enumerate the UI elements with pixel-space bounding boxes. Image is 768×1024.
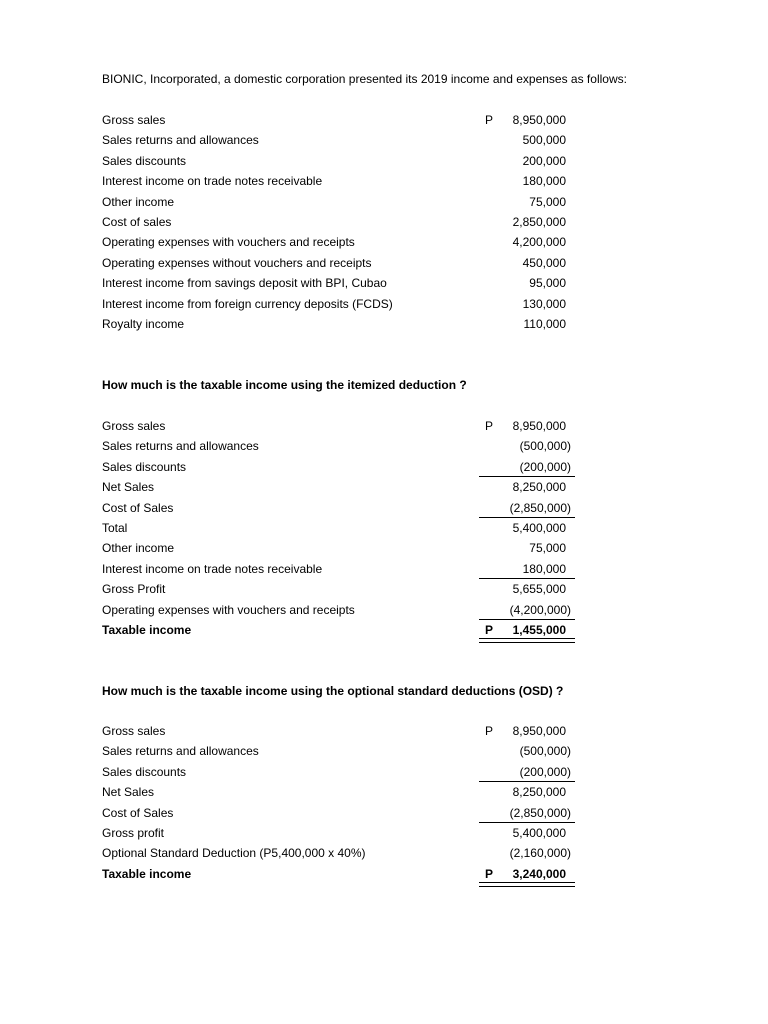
list-item bbox=[0, 110, 768, 130]
subtotal-rule bbox=[479, 476, 575, 477]
row-label: Other income bbox=[102, 541, 175, 556]
table-row bbox=[0, 823, 768, 843]
row-amount: 8,950,000 bbox=[512, 724, 566, 738]
row-amount: (200,000) bbox=[519, 764, 571, 779]
osd-computation bbox=[0, 721, 768, 884]
total-row bbox=[0, 620, 768, 640]
row-amount: 3,240,000 bbox=[512, 866, 566, 881]
row-label: Net Sales bbox=[102, 480, 155, 495]
peso-sign: P bbox=[485, 113, 494, 127]
item-amount: 500,000 bbox=[522, 133, 566, 148]
item-label: Sales returns and allowances bbox=[102, 133, 259, 148]
item-label: Operating expenses with vouchers and receipts bbox=[102, 235, 355, 250]
row-amount: 1,455,000 bbox=[512, 622, 566, 637]
row-amount: 5,400,000 bbox=[512, 520, 566, 535]
item-label: Interest income on trade notes receivable bbox=[102, 174, 323, 189]
row-label: Sales returns and allowances bbox=[102, 744, 259, 759]
item-amount: 110,000 bbox=[523, 316, 566, 331]
table-row bbox=[0, 416, 768, 436]
total-double-rule bbox=[479, 882, 575, 887]
itemized-computation bbox=[0, 416, 768, 640]
row-label: Sales returns and allowances bbox=[102, 439, 259, 454]
row-amount: (500,000) bbox=[519, 439, 571, 454]
list-item bbox=[0, 130, 768, 150]
row-label: Cost of Sales bbox=[102, 805, 174, 820]
given-data-list bbox=[0, 110, 768, 334]
item-label: Royalty income bbox=[102, 316, 185, 331]
table-row bbox=[0, 803, 768, 823]
total-row bbox=[0, 864, 768, 884]
row-label: Gross profit bbox=[102, 825, 165, 840]
list-item bbox=[0, 273, 768, 293]
row-label: Gross Profit bbox=[102, 582, 166, 597]
table-row bbox=[0, 579, 768, 599]
item-label: Sales discounts bbox=[102, 153, 187, 168]
peso-sign: P bbox=[485, 866, 494, 881]
peso-sign: P bbox=[485, 622, 494, 637]
table-row bbox=[0, 762, 768, 782]
row-label: Taxable income bbox=[102, 866, 192, 881]
row-amount: (500,000) bbox=[519, 744, 571, 759]
row-amount: (2,160,000) bbox=[509, 846, 571, 861]
row-label: Cost of Sales bbox=[102, 500, 174, 515]
row-label: Interest income on trade notes receivable bbox=[102, 561, 323, 576]
row-amount: 8,950,000 bbox=[512, 419, 566, 433]
row-label: Gross sales bbox=[102, 419, 166, 433]
subtotal-rule bbox=[479, 822, 575, 823]
row-amount: 8,250,000 bbox=[512, 785, 566, 800]
item-label: Operating expenses without vouchers and receipts bbox=[102, 255, 372, 270]
row-amount: (200,000) bbox=[519, 459, 571, 474]
list-item bbox=[0, 314, 768, 334]
row-label: Taxable income bbox=[102, 622, 192, 637]
row-amount: 75,000 bbox=[529, 541, 566, 556]
table-row bbox=[0, 600, 768, 620]
peso-sign: P bbox=[485, 724, 494, 738]
list-item bbox=[0, 151, 768, 171]
row-amount: 8,250,000 bbox=[512, 480, 566, 495]
table-row bbox=[0, 741, 768, 761]
item-label: Gross sales bbox=[102, 113, 166, 127]
row-amount: (4,200,000) bbox=[509, 602, 571, 617]
subtotal-rule bbox=[479, 619, 575, 620]
row-label: Net Sales bbox=[102, 785, 155, 800]
item-label: Interest income from foreign currency deposits (FCDS) bbox=[102, 296, 393, 311]
row-amount: (2,850,000) bbox=[509, 500, 571, 515]
table-row bbox=[0, 436, 768, 456]
total-double-rule bbox=[479, 638, 575, 643]
table-row bbox=[0, 559, 768, 579]
row-label: Total bbox=[102, 520, 128, 535]
row-amount: 5,400,000 bbox=[512, 825, 566, 840]
osd-question-heading: How much is the taxable income using the optional standard deductions (OSD) ? bbox=[102, 684, 564, 698]
item-amount: 2,850,000 bbox=[512, 214, 566, 229]
itemized-question-heading: How much is the taxable income using the itemized deduction ? bbox=[102, 378, 467, 392]
row-amount: 5,655,000 bbox=[512, 582, 566, 597]
item-amount: 200,000 bbox=[522, 153, 566, 168]
peso-sign: P bbox=[485, 419, 494, 433]
list-item bbox=[0, 294, 768, 314]
item-label: Interest income from savings deposit with BPI, Cubao bbox=[102, 276, 387, 291]
table-row bbox=[0, 721, 768, 741]
row-amount: 180,000 bbox=[522, 561, 566, 576]
item-label: Cost of sales bbox=[102, 214, 172, 229]
subtotal-rule bbox=[479, 517, 575, 518]
subtotal-rule bbox=[479, 781, 575, 782]
item-amount: 75,000 bbox=[529, 194, 566, 209]
item-label: Other income bbox=[102, 194, 175, 209]
intro-text: BIONIC, Incorporated, a domestic corporation presented its 2019 income and expenses as follows: bbox=[102, 72, 627, 86]
row-amount: (2,850,000) bbox=[509, 805, 571, 820]
row-label: Operating expenses with vouchers and receipts bbox=[102, 602, 355, 617]
row-label: Sales discounts bbox=[102, 459, 187, 474]
list-item bbox=[0, 171, 768, 191]
table-row bbox=[0, 498, 768, 518]
item-amount: 8,950,000 bbox=[512, 113, 566, 127]
table-row bbox=[0, 782, 768, 802]
row-label: Gross sales bbox=[102, 724, 166, 738]
table-row bbox=[0, 518, 768, 538]
table-row bbox=[0, 477, 768, 497]
row-label: Sales discounts bbox=[102, 764, 187, 779]
list-item bbox=[0, 192, 768, 212]
item-amount: 4,200,000 bbox=[512, 235, 566, 250]
item-amount: 95,000 bbox=[529, 276, 566, 291]
subtotal-rule bbox=[479, 578, 575, 579]
table-row bbox=[0, 843, 768, 863]
list-item bbox=[0, 232, 768, 252]
row-label: Optional Standard Deduction (P5,400,000 x 40%) bbox=[102, 846, 366, 861]
item-amount: 130,000 bbox=[522, 296, 566, 311]
item-amount: 180,000 bbox=[522, 174, 566, 189]
list-item bbox=[0, 212, 768, 232]
list-item bbox=[0, 253, 768, 273]
table-row bbox=[0, 457, 768, 477]
table-row bbox=[0, 538, 768, 558]
item-amount: 450,000 bbox=[522, 255, 566, 270]
